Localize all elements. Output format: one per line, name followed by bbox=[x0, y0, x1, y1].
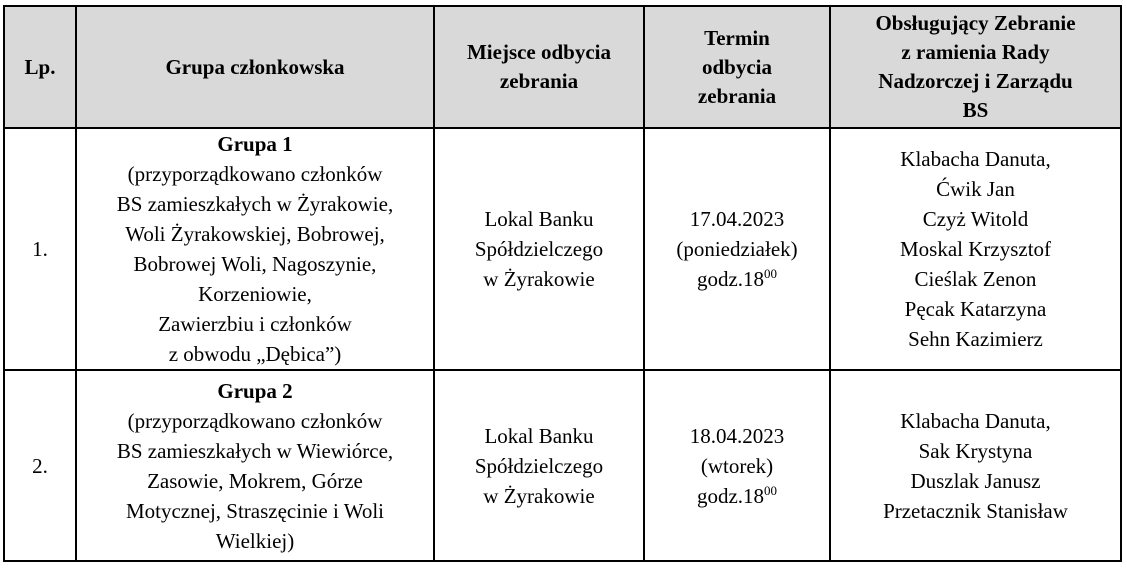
header-host bbox=[830, 6, 1121, 128]
table-row bbox=[4, 128, 1121, 370]
place-line: w Żyrakowie bbox=[483, 267, 595, 291]
group-line: Motycznej, Straszęcinie i Woli bbox=[125, 498, 385, 523]
date-cell bbox=[644, 128, 830, 370]
meeting-time: $godz.18^{00}$ bbox=[696, 266, 778, 291]
header-place-line: Miejsce odbycia bbox=[466, 40, 612, 64]
table-row bbox=[4, 370, 1121, 561]
meeting-day: (poniedziałek) bbox=[676, 237, 798, 261]
place-line: Lokal Banku bbox=[484, 423, 594, 448]
row-number: 1. bbox=[4, 128, 76, 370]
group-cell bbox=[76, 370, 434, 561]
place-line: Spółdzielczego bbox=[474, 237, 604, 261]
header-date-line: zebrania bbox=[697, 83, 777, 108]
meeting-day: (wtorek) bbox=[700, 453, 774, 478]
group-title: Grupa 1 bbox=[217, 132, 293, 156]
meeting-time: $godz.18^{00}$ bbox=[696, 482, 778, 508]
meetings-table bbox=[3, 5, 1122, 562]
host-cell bbox=[830, 370, 1121, 561]
group-line: (przyporządkowano członków bbox=[127, 162, 383, 186]
host-name: Duszlak Janusz bbox=[910, 468, 1041, 493]
place-line: Spółdzielczego bbox=[474, 453, 604, 478]
host-name: Ćwik Jan bbox=[936, 177, 1015, 201]
host-name: Klabacha Danuta, bbox=[900, 147, 1051, 171]
group-line: Zawierzbiu i członków bbox=[158, 312, 352, 336]
header-row bbox=[4, 6, 1121, 128]
group-line: Wielkiej) bbox=[215, 528, 295, 553]
meeting-date: 17.04.2023 bbox=[689, 207, 785, 231]
place-line: w Żyrakowie bbox=[483, 483, 595, 508]
group-line: BS zamieszkałych w Wiewiórce, bbox=[116, 438, 394, 463]
place-cell bbox=[434, 370, 644, 561]
group-line: z obwodu „Dębica”) bbox=[168, 342, 342, 366]
host-name: Pęcak Katarzyna bbox=[904, 297, 1047, 321]
group-line: Zasowie, Mokrem, Górze bbox=[147, 468, 363, 493]
row-number: 2. bbox=[4, 370, 76, 561]
header-date-line: odbycia bbox=[701, 54, 772, 79]
host-cell bbox=[830, 128, 1121, 370]
group-line: Bobrowej Woli, Nagoszynie, bbox=[133, 252, 377, 276]
header-host-line: z ramienia Rady bbox=[901, 40, 1050, 64]
place-cell bbox=[434, 128, 644, 370]
host-name: Moskal Krzysztof bbox=[899, 237, 1052, 261]
host-name: Przetacznik Stanisław bbox=[883, 498, 1068, 523]
group-line: Korzeniowie, bbox=[198, 282, 312, 306]
header-host-line: Obsługujący Zebranie bbox=[875, 11, 1076, 35]
group-line: BS zamieszkałych w Żyrakowie, bbox=[116, 192, 394, 216]
header-place-line: zebrania bbox=[499, 69, 579, 93]
meeting-date: 18.04.2023 bbox=[689, 423, 785, 448]
place-line: Lokal Banku bbox=[484, 207, 594, 231]
host-name: Sak Krystyna bbox=[918, 438, 1033, 463]
group-line: (przyporządkowano członków bbox=[127, 408, 383, 433]
host-name: Klabacha Danuta, bbox=[900, 408, 1051, 433]
header-date-line: Termin bbox=[704, 25, 770, 50]
header-date bbox=[644, 6, 830, 128]
host-name: Czyż Witold bbox=[922, 207, 1029, 231]
header-group: Grupa członkowska bbox=[76, 6, 434, 128]
header-lp: Lp. bbox=[4, 6, 76, 128]
group-cell bbox=[76, 128, 434, 370]
group-line: Woli Żyrakowskiej, Bobrowej, bbox=[125, 222, 385, 246]
host-name: Sehn Kazimierz bbox=[908, 327, 1043, 351]
header-place bbox=[434, 6, 644, 128]
host-name: Cieślak Zenon bbox=[914, 267, 1037, 291]
header-host-line: BS bbox=[962, 98, 989, 122]
date-cell bbox=[644, 370, 830, 561]
header-host-line: Nadzorczej i Zarządu bbox=[878, 69, 1073, 93]
group-title: Grupa 2 bbox=[217, 378, 293, 403]
